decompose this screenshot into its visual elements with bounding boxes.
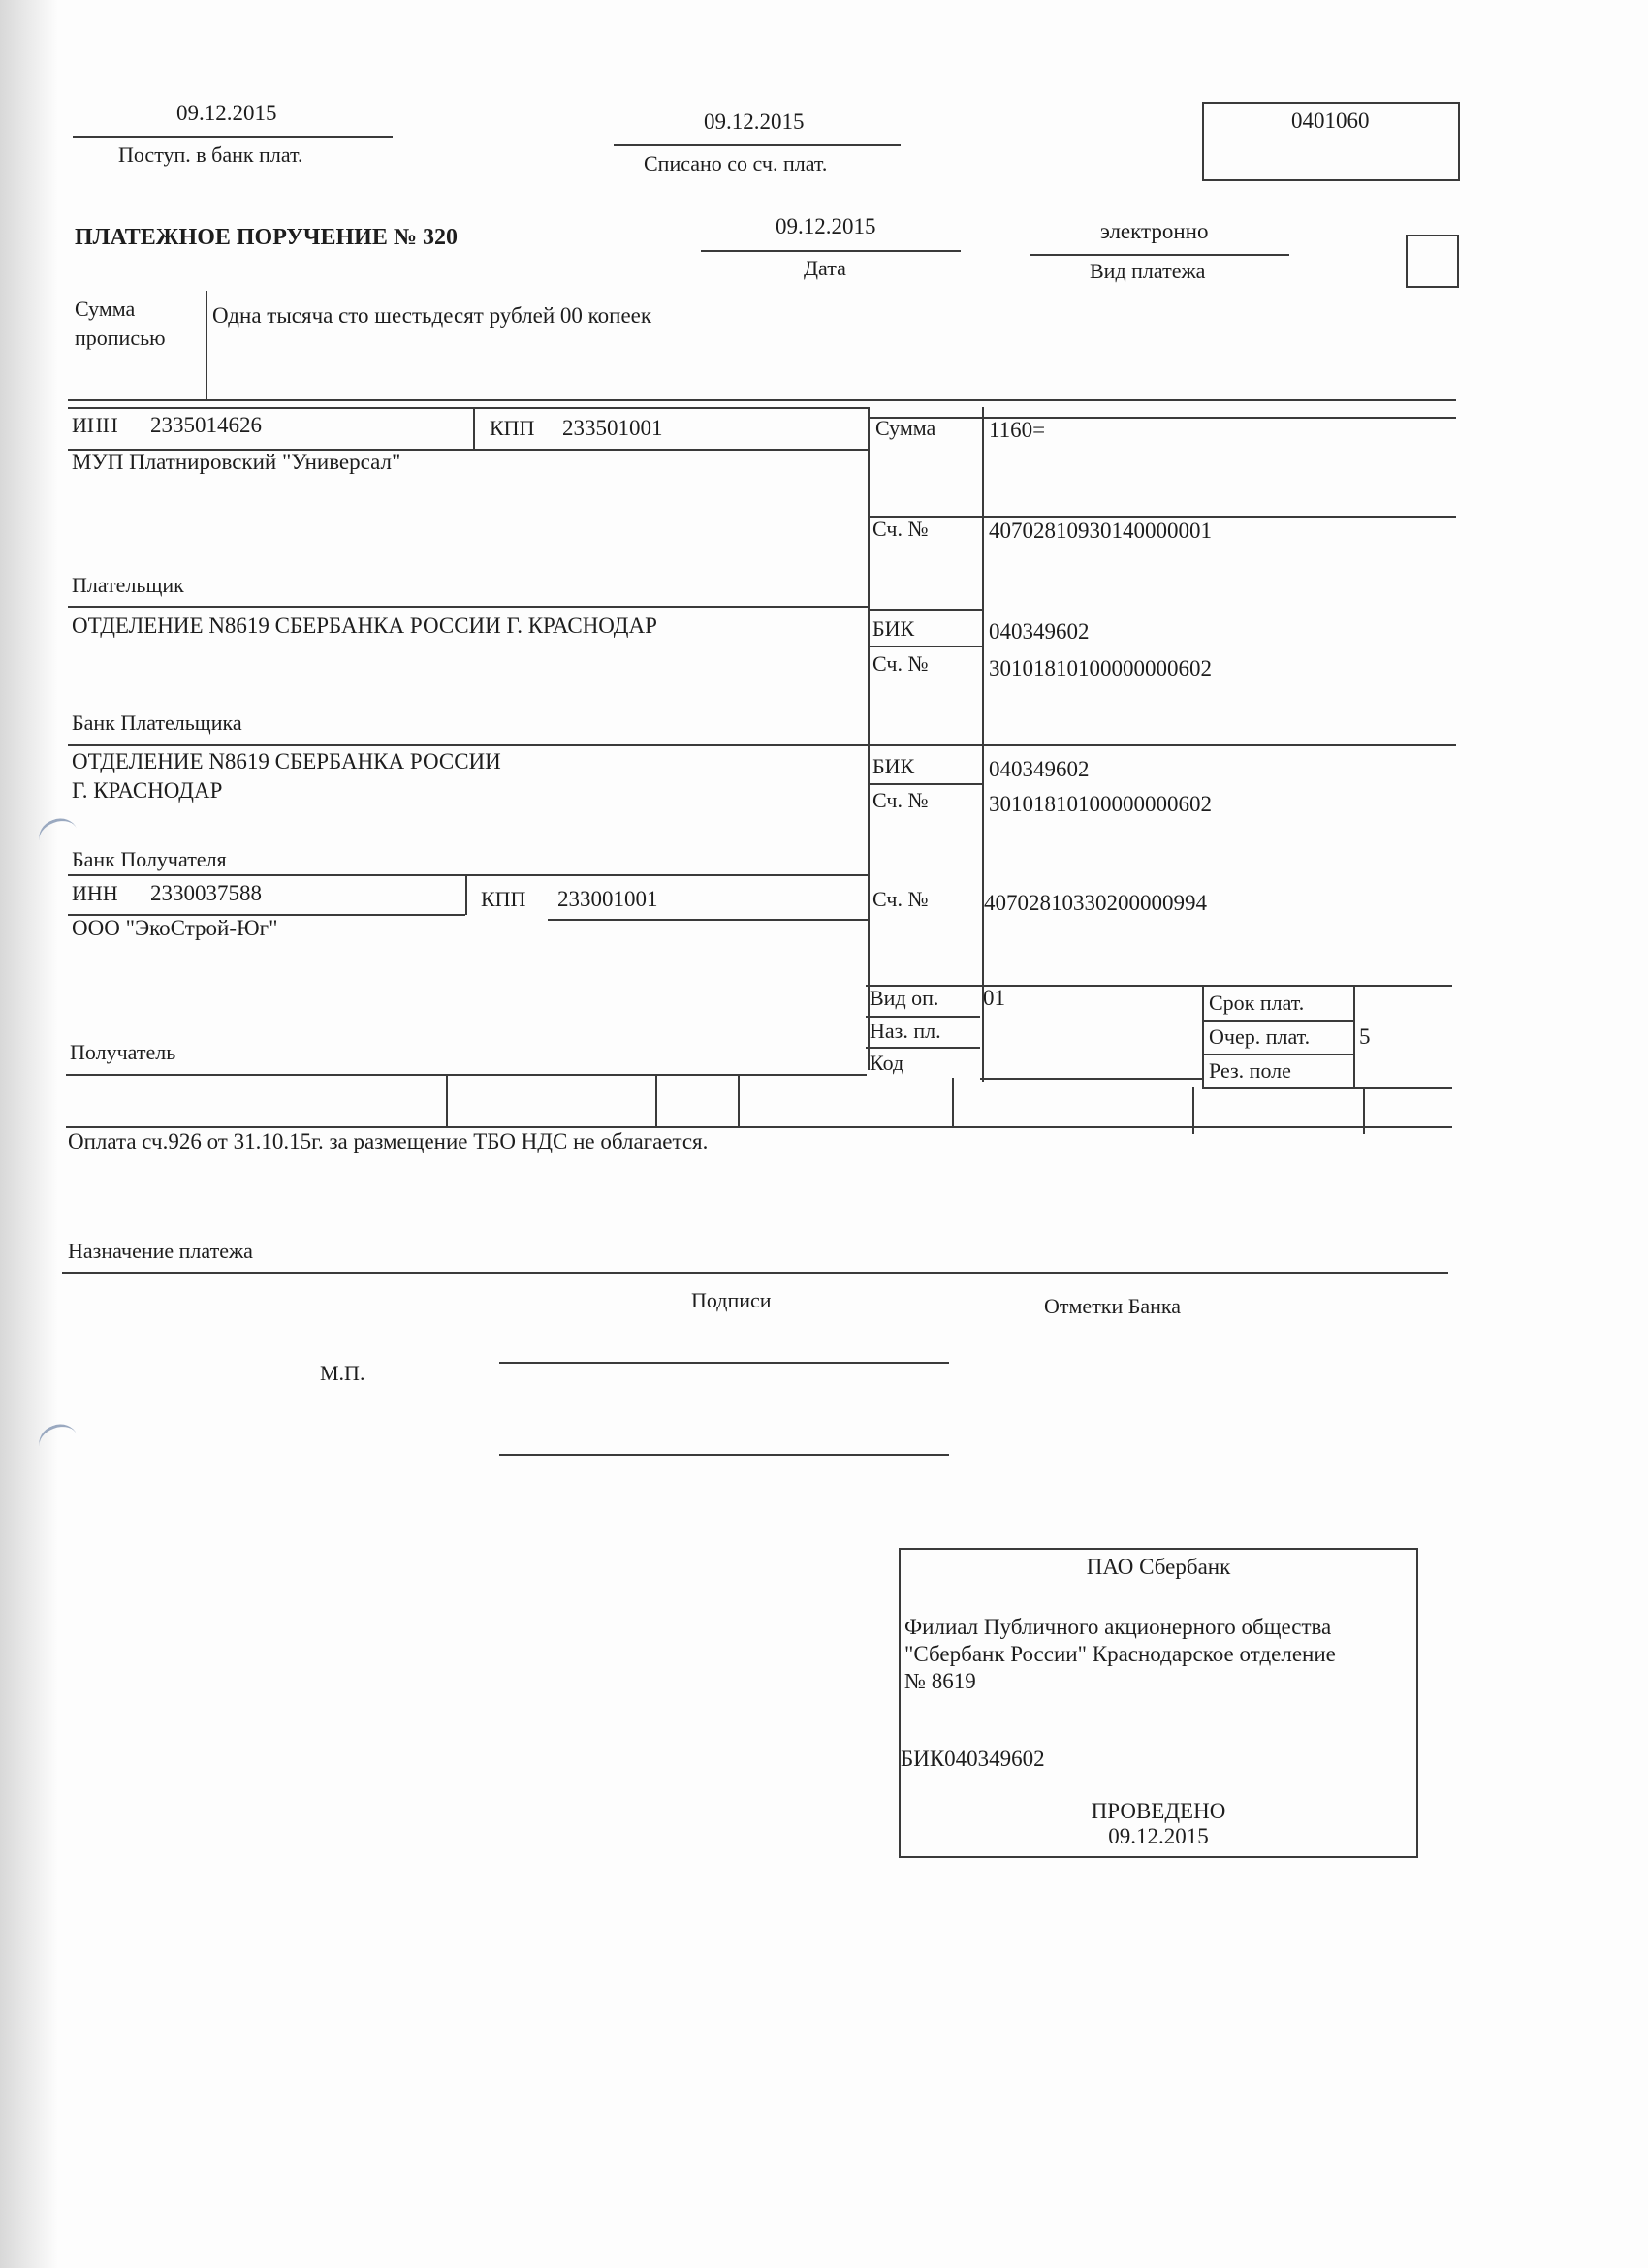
bank-marks-label: Отметки Банка [1044,1294,1182,1318]
document-title: ПЛАТЕЖНОЕ ПОРУЧЕНИЕ № 320 [75,225,458,250]
payee-kpp-line [548,919,869,921]
payee-bank-bottom-line [68,874,869,876]
reserve-bottom-line [1202,1087,1452,1089]
date-received-label: Поступ. в банк плат. [118,142,303,167]
reserve-label: Рез. поле [1209,1058,1291,1083]
payer-section-label: Плательщик [72,573,184,597]
right-col-divider-1 [868,407,870,1070]
signature-line-1 [499,1362,949,1364]
payer-inn-kpp-divider [473,407,475,450]
payment-type-label: Вид платежа [1090,259,1206,283]
checkbox-square [1406,235,1459,288]
payment-type: электронно [1100,219,1209,243]
purpose-code-label: Наз. пл. [870,1019,941,1043]
amount-top-line [868,417,1456,419]
tax-cell-divider-2 [655,1076,657,1126]
payee-kpp-label: КПП [481,887,526,911]
op-type: 01 [983,986,1005,1010]
payer-bank-bik-label: БИК [872,616,915,641]
payee-bank-account-label: Сч. № [872,788,929,812]
date-received-line [73,136,393,138]
amount-words-label-2: прописью [75,326,166,350]
codes-top-line [866,985,1452,987]
purpose-bottom-line [62,1272,1448,1274]
tax-cell-divider-1 [446,1076,448,1126]
stamp-branch-3: № 8619 [904,1669,976,1693]
payer-bottom-line [68,606,869,608]
stamp-bik: БИК040349602 [901,1747,1045,1771]
payee-name: ООО "ЭкоСтрой-Юг" [72,916,278,940]
payee-account: 40702810330200000994 [984,891,1207,915]
order-date-line [701,250,961,252]
signature-line-2 [499,1454,949,1456]
amount-words-divider [206,291,207,400]
payer-amount: 1160= [989,418,1046,442]
payee-bank-bik: 040349602 [989,757,1090,781]
code-label: Код [870,1051,904,1075]
payer-bank-bottom-line [68,744,1456,746]
payee-bank-name-2: Г. КРАСНОДАР [72,778,223,803]
code-bottom-line [980,1078,1203,1080]
stamp-status: ПРОВЕДЕНО [1091,1799,1226,1823]
codes-divider-1 [1202,985,1204,1088]
payee-bank-bik-label: БИК [872,754,915,778]
form-code: 0401060 [1291,109,1370,133]
payee-kpp: 233001001 [557,887,658,911]
payer-inn-label: ИНН [72,413,118,437]
payee-bank-section-label: Банк Получателя [72,847,227,871]
payer-account-label: Сч. № [872,517,929,541]
tax-cell-divider-4 [952,1078,954,1128]
payer-bank-account: 30101810100000000602 [989,656,1212,680]
deadline-line [1202,1020,1353,1022]
signatures-label: Подписи [691,1288,772,1312]
purpose-text: Оплата сч.926 от 31.10.15г. за размещение ТБО НДС не облагается. [68,1129,709,1153]
payee-account-label: Сч. № [872,887,929,911]
seal-label: М.П. [320,1361,365,1385]
amount-words-value: Одна тысяча сто шестьдесят рублей 00 копеек [212,303,652,328]
op-type-label: Вид оп. [870,986,939,1010]
stamp-branch-1: Филиал Публичного акционерного общества [904,1615,1332,1639]
payer-bank-bik-line [868,646,982,647]
date-received: 09.12.2015 [176,101,277,125]
scan-shadow-left [0,0,58,2268]
row-line-1 [68,399,1456,401]
purpose-label: Назначение платежа [68,1239,253,1263]
payer-bank-account-label: Сч. № [872,651,929,676]
amount-words-label-1: Сумма [75,297,136,321]
priority-value: 5 [1359,1024,1371,1049]
payee-inn-label: ИНН [72,881,118,905]
stamp-branch-2: "Сбербанк России" Краснодарское отделение [904,1642,1336,1666]
payee-inn: 2330037588 [150,881,262,905]
payer-kpp: 233501001 [562,416,663,440]
form-code-box [1202,102,1460,181]
codes-divider-2 [1353,985,1355,1088]
payee-bottom-line [66,1074,867,1076]
payer-bank-bik: 040349602 [989,619,1090,644]
priority-line [1202,1054,1353,1055]
stamp-status-date: 09.12.2015 [1108,1824,1209,1848]
payer-amount-label: Сумма [875,416,936,440]
payer-account: 40702810930140000001 [989,519,1212,543]
payment-type-line [1030,254,1289,256]
payer-bank-name: ОТДЕЛЕНИЕ N8619 СБЕРБАНКА РОССИИ Г. КРАСНОДАР [72,614,657,638]
payer-bank-section-label: Банк Плательщика [72,710,242,735]
payer-top-line [68,407,869,409]
priority-label: Очер. плат. [1209,1024,1311,1049]
payee-inn-kpp-divider [465,874,467,915]
bank-stamp [899,1548,1418,1858]
payee-bank-bik-line [868,783,982,785]
tax-cell-divider-3 [738,1076,740,1126]
payer-bank-bik-top [868,609,982,611]
payee-bank-account: 30101810100000000602 [989,792,1212,816]
deadline-label: Срок плат. [1209,991,1305,1015]
payer-name: МУП Платнировский "Универсал" [72,450,401,474]
payer-inn: 2335014626 [150,413,262,437]
order-date-label: Дата [804,256,846,280]
purpose-code-line [866,1047,980,1049]
date-debited-label: Списано со сч. плат. [644,151,828,175]
payee-bank-name-1: ОТДЕЛЕНИЕ N8619 СБЕРБАНКА РОССИИ [72,749,501,773]
payer-kpp-label: КПП [490,416,535,440]
stamp-bank-name: ПАО Сбербанк [1086,1555,1231,1579]
order-date: 09.12.2015 [776,214,876,238]
date-debited: 09.12.2015 [704,110,805,134]
date-debited-line [614,144,901,146]
payee-section-label: Получатель [70,1040,176,1064]
